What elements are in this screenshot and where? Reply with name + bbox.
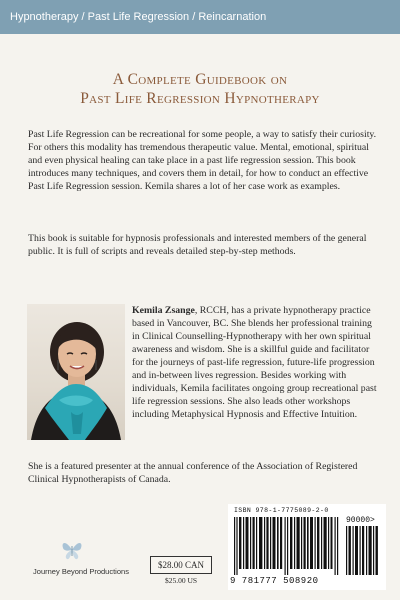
- butterfly-logo-icon: [60, 538, 84, 562]
- book-title: [0, 70, 400, 108]
- publisher-name: Journey Beyond Productions: [33, 567, 129, 576]
- author-bio: [132, 304, 380, 421]
- description-paragraph-2: This book is suitable for hypnosis professionals and interested members of the general public. It is full of scripts and reveals detailed step-by-step methods.: [28, 233, 367, 257]
- price-cad: $28.00 CAN: [150, 556, 212, 574]
- price-code-label: 90000>: [346, 516, 375, 525]
- author-portrait-icon: [27, 304, 125, 440]
- isbn-label: ISBN 978-1-7775089-2-0: [234, 507, 329, 514]
- addon-bars-icon: [346, 526, 380, 575]
- isbn-barcode: [228, 504, 386, 590]
- book-title-line-2: Past Life Regression Hypnotherapy: [80, 90, 320, 107]
- author-bio-text: , RCCH, has a private hypnotherapy practice based in Vancouver, BC. She blends her professional training in Clinical Counselling-Hypnotherapy with her own spiritual awareness and wisdom. She is a skillful guide and facilitator for the journeys of past-life regression, future-life progression and in-between lives regression. Besides working with individuals, Kemila facilitates ongoing group recreational past life regression sessions. She also leads other workshops including Metaphysical Hypnosis and Effective Intuition.: [132, 305, 377, 420]
- barcode-number: 9 781777 508920: [230, 576, 319, 586]
- price-usd: $25.00 US: [164, 576, 198, 585]
- barcode-bars-icon: [234, 517, 340, 575]
- author-name: Kemila Zsange: [132, 305, 195, 316]
- author-photo: [27, 304, 125, 440]
- description-paragraph-1: Past Life Regression can be recreational for some people, a way to satisfy their curiosity. For others this modality has tremendous therapeutic value. Mental, emotional, spiritual and even physical healing can take place in a past life regression session. This book introduces many techniques, and covers them in detail, for how to conduct an effective Past Life Regression session. Kemila shares a lot of her case work as examples.: [28, 129, 377, 192]
- category-breadcrumb: Hypnotherapy / Past Life Regression / Reincarnation: [0, 0, 400, 34]
- author-bio-continued: She is a featured presenter at the annual conference of the Association of Registered Clinical Hypnotherapists of Canada.: [28, 461, 358, 485]
- book-title-line-1: A Complete Guidebook on: [112, 71, 288, 88]
